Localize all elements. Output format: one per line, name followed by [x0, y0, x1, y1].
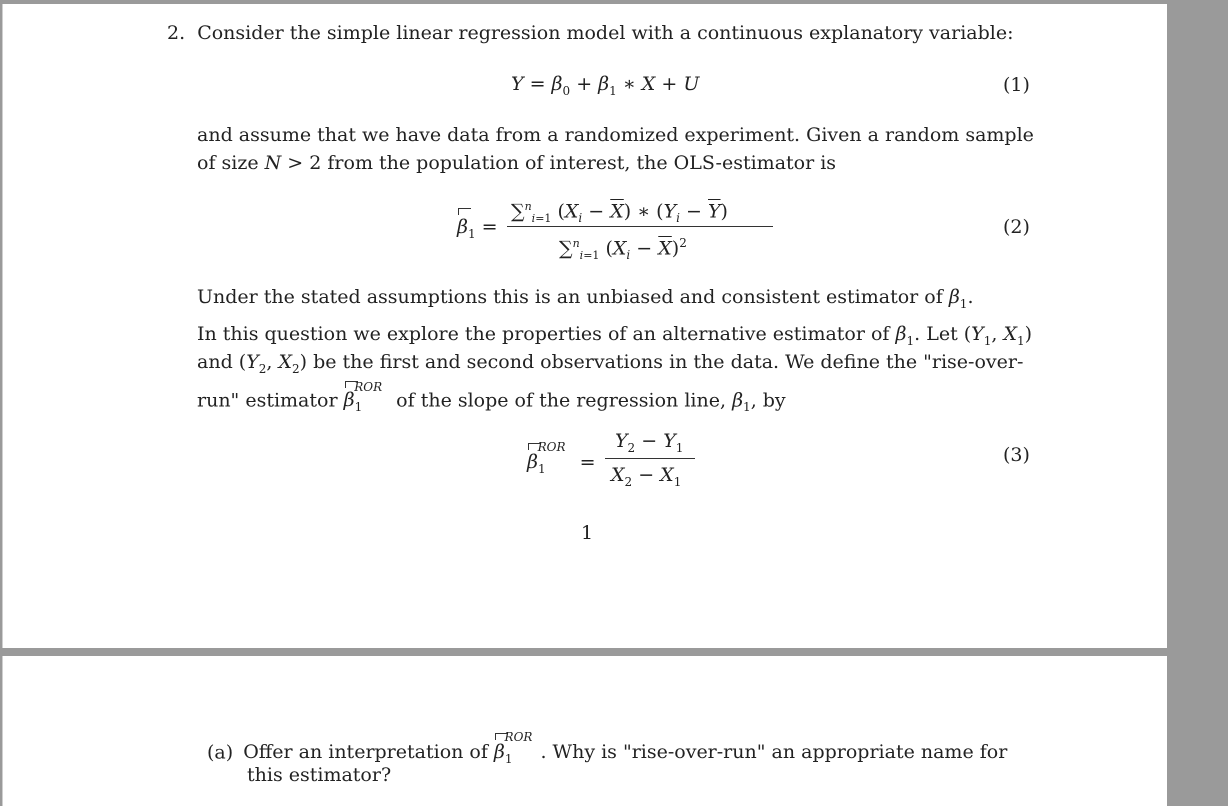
equation-2-fraction: [507, 194, 773, 264]
page-separator: [2, 648, 1166, 656]
equation-3-numerator: $Y_2 - Y_1$: [615, 430, 684, 455]
equation-2-label: (2): [1003, 216, 1030, 238]
question-number: 2.: [167, 22, 186, 44]
equation-2-lhs: $\beta_1$ =: [457, 216, 498, 241]
page-number: 1: [581, 522, 594, 544]
paragraph-2-line-3: run" estimator $\beta_1^{ROR}$ of the slope of the regression line, $\beta_1$, by: [197, 380, 786, 415]
paragraph-2-line-1: In this question we explore the properties of an alternative estimator of $\beta_1$. Let ($Y_1$, $X_1$): [197, 323, 1033, 348]
paragraph-2-line-2: and ($Y_2$, $X_2$) be the first and second observations in the data. We define the "rise-over-: [197, 351, 1024, 376]
intro-text: Consider the simple linear regression model with a continuous explanatory variable:: [197, 22, 1014, 44]
part-a-label: (a): [207, 741, 234, 764]
equation-1: $Y = \beta_0 + \beta_1$ ∗ X + U: [511, 73, 700, 98]
paragraph-1-line-1: and assume that we have data from a randomized experiment. Given a random sample: [197, 124, 1034, 146]
equation-2-numerator: ∑$^n_{i=1}$ $(X_i - \overline{X})$ ∗ $(Y_i - \overline{Y})$: [511, 200, 728, 226]
equation-1-label: (1): [1003, 74, 1030, 96]
document-page-1: [2, 4, 1167, 648]
paragraph-1-line-2: of size N > 2 from the population of interest, the OLS-estimator is: [197, 152, 837, 174]
equation-3-fraction: [605, 428, 695, 490]
part-a-line-1: (a) Offer an interpretation of $\beta_1^{ROR}$. Why is "rise-over-run" an appropriate name for: [207, 730, 1008, 767]
equation-2-denominator: ∑$^n_{i=1}$ $(X_i - \overline{X})^2$: [559, 236, 687, 263]
unbiased-statement: Under the stated assumptions this is an unbiased and consistent estimator of $\beta_1$.: [197, 286, 974, 311]
part-a-line-2: this estimator?: [247, 764, 392, 786]
question-intro: [167, 20, 1014, 46]
equation-3-lhs: $\beta_1^{ROR}$ =: [527, 440, 596, 477]
equation-3-denominator: $X_2 - X_1$: [611, 464, 682, 489]
equation-3-label: (3): [1003, 444, 1030, 466]
document-page-2: [2, 656, 1167, 806]
